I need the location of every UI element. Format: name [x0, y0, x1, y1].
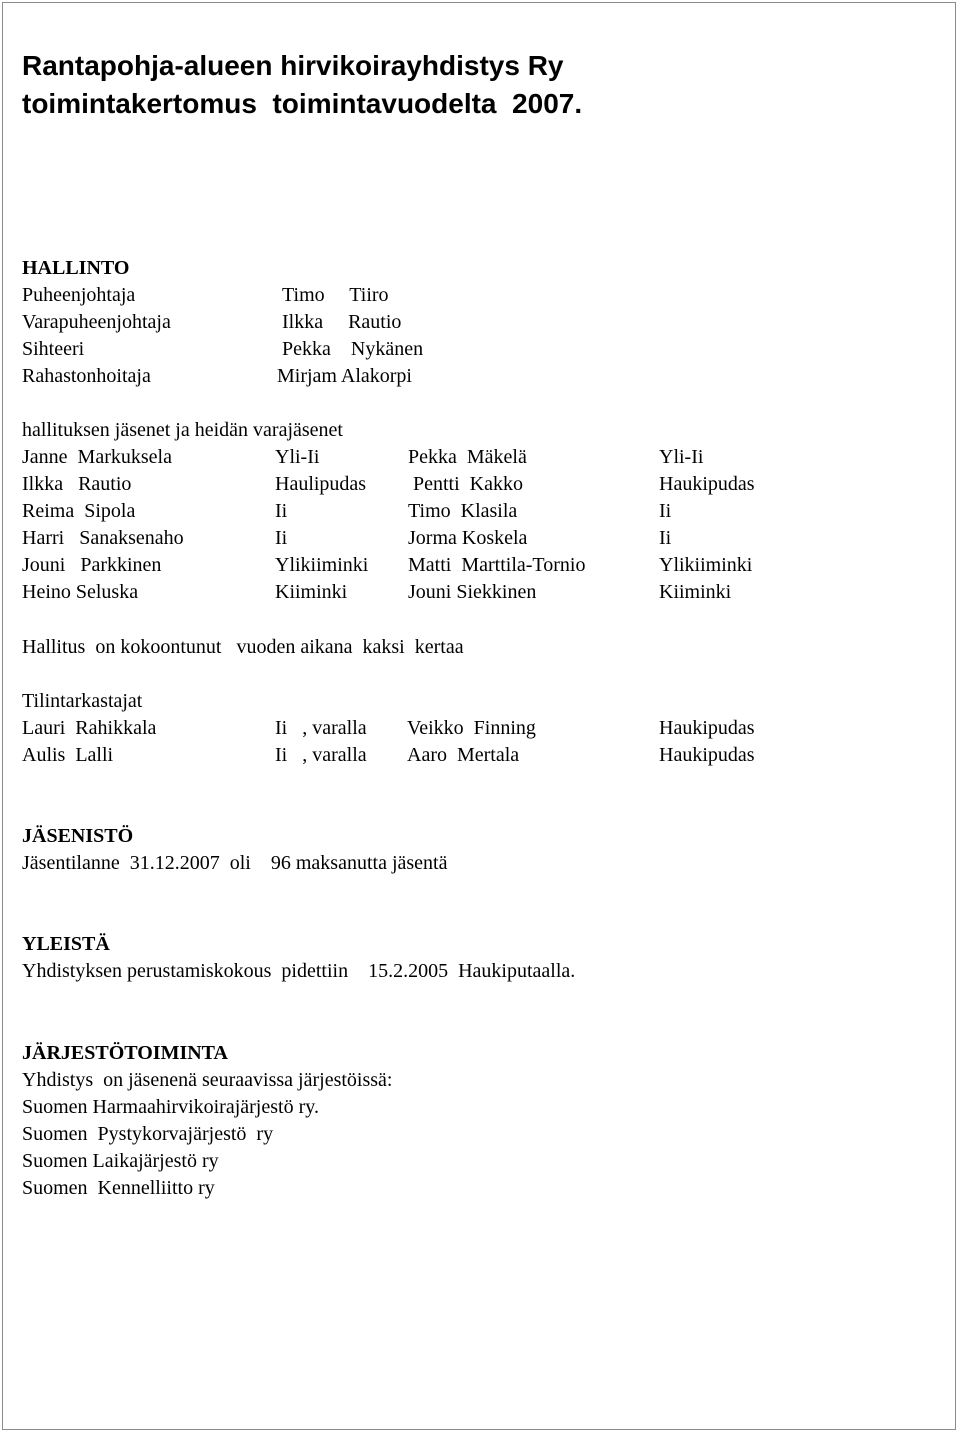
membership-text: Jäsentilanne 31.12.2007 oli 96 maksanutta jäsentä	[22, 852, 448, 874]
auditor-name: Aulis Lalli	[22, 744, 114, 766]
section-heading-yleista: YLEISTÄ	[22, 933, 110, 955]
board-member: Ilkka Rautio	[22, 473, 132, 495]
board-member: Jouni Parkkinen	[22, 554, 162, 576]
board-deputy: Jouni Siekkinen	[408, 581, 537, 603]
section-heading-jasenisto: JÄSENISTÖ	[22, 825, 134, 847]
section-heading-jarjestotoiminta: JÄRJESTÖTOIMINTA	[22, 1042, 228, 1064]
organization-item: Suomen Pystykorvajärjestö ry	[22, 1123, 274, 1145]
officer-name: Mirjam Alakorpi	[277, 365, 412, 387]
board-deputy: Matti Marttila-Tornio	[408, 554, 586, 576]
board-member: Heino Seluska	[22, 581, 139, 603]
section-heading-hallinto: HALLINTO	[22, 257, 130, 279]
board-member-place: Ii	[275, 527, 288, 549]
board-deputy: Timo Klasila	[408, 500, 518, 522]
board-deputy-place: Kiiminki	[659, 581, 732, 603]
board-member: Janne Markuksela	[22, 446, 172, 468]
board-deputy: Pekka Mäkelä	[408, 446, 527, 468]
board-member-place: Ii	[275, 500, 288, 522]
officer-role: Rahastonhoitaja	[22, 365, 151, 387]
board-deputy: Jorma Koskela	[408, 527, 528, 549]
document-title: Rantapohja-alueen hirvikoirayhdistys Ry	[22, 50, 564, 81]
organizations-intro: Yhdistys on jäsenenä seuraavissa järjestöissä:	[22, 1069, 393, 1091]
organization-item: Suomen Kennelliitto ry	[22, 1177, 215, 1199]
auditor-name: Lauri Rahikkala	[22, 717, 157, 739]
auditor-deputy: Aaro Mertala	[407, 744, 520, 766]
auditors-heading: Tilintarkastajat	[22, 690, 143, 712]
board-member-place: Ylikiiminki	[275, 554, 369, 576]
auditor-place: Ii , varalla	[275, 744, 367, 766]
board-deputy-place: Ii	[659, 500, 672, 522]
board-deputy-place: Yli-Ii	[659, 446, 704, 468]
officer-name: Timo Tiiro	[282, 284, 389, 306]
document-subtitle: toimintakertomus toimintavuodelta 2007.	[22, 88, 583, 119]
board-member-place: Kiiminki	[275, 581, 348, 603]
board-deputy-place: Ylikiiminki	[659, 554, 753, 576]
auditor-deputy: Veikko Finning	[407, 717, 536, 739]
board-member-place: Yli-Ii	[275, 446, 320, 468]
document-page	[2, 2, 956, 1430]
board-member-place: Haulipudas	[275, 473, 367, 495]
auditor-place: Ii , varalla	[275, 717, 367, 739]
organization-item: Suomen Harmaahirvikoirajärjestö ry.	[22, 1096, 319, 1118]
board-member: Harri Sanaksenaho	[22, 527, 184, 549]
officer-name: Pekka Nykänen	[282, 338, 424, 360]
officer-role: Varapuheenjohtaja	[22, 311, 171, 333]
auditor-deputy-place: Haukipudas	[659, 744, 755, 766]
officer-role: Puheenjohtaja	[22, 284, 136, 306]
organization-item: Suomen Laikajärjestö ry	[22, 1150, 219, 1172]
meetings-text: Hallitus on kokoontunut vuoden aikana kaksi kertaa	[22, 636, 464, 658]
officer-name: Ilkka Rautio	[282, 311, 402, 333]
board-deputy-place: Haukipudas	[659, 473, 755, 495]
board-member: Reima Sipola	[22, 500, 136, 522]
founding-text: Yhdistyksen perustamiskokous pidettiin 15.2.2005 Haukiputaalla.	[22, 960, 576, 982]
officer-role: Sihteeri	[22, 338, 85, 360]
auditor-deputy-place: Haukipudas	[659, 717, 755, 739]
board-heading: hallituksen jäsenet ja heidän varajäsenet	[22, 419, 343, 441]
board-deputy: Pentti Kakko	[408, 473, 523, 495]
board-deputy-place: Ii	[659, 527, 672, 549]
